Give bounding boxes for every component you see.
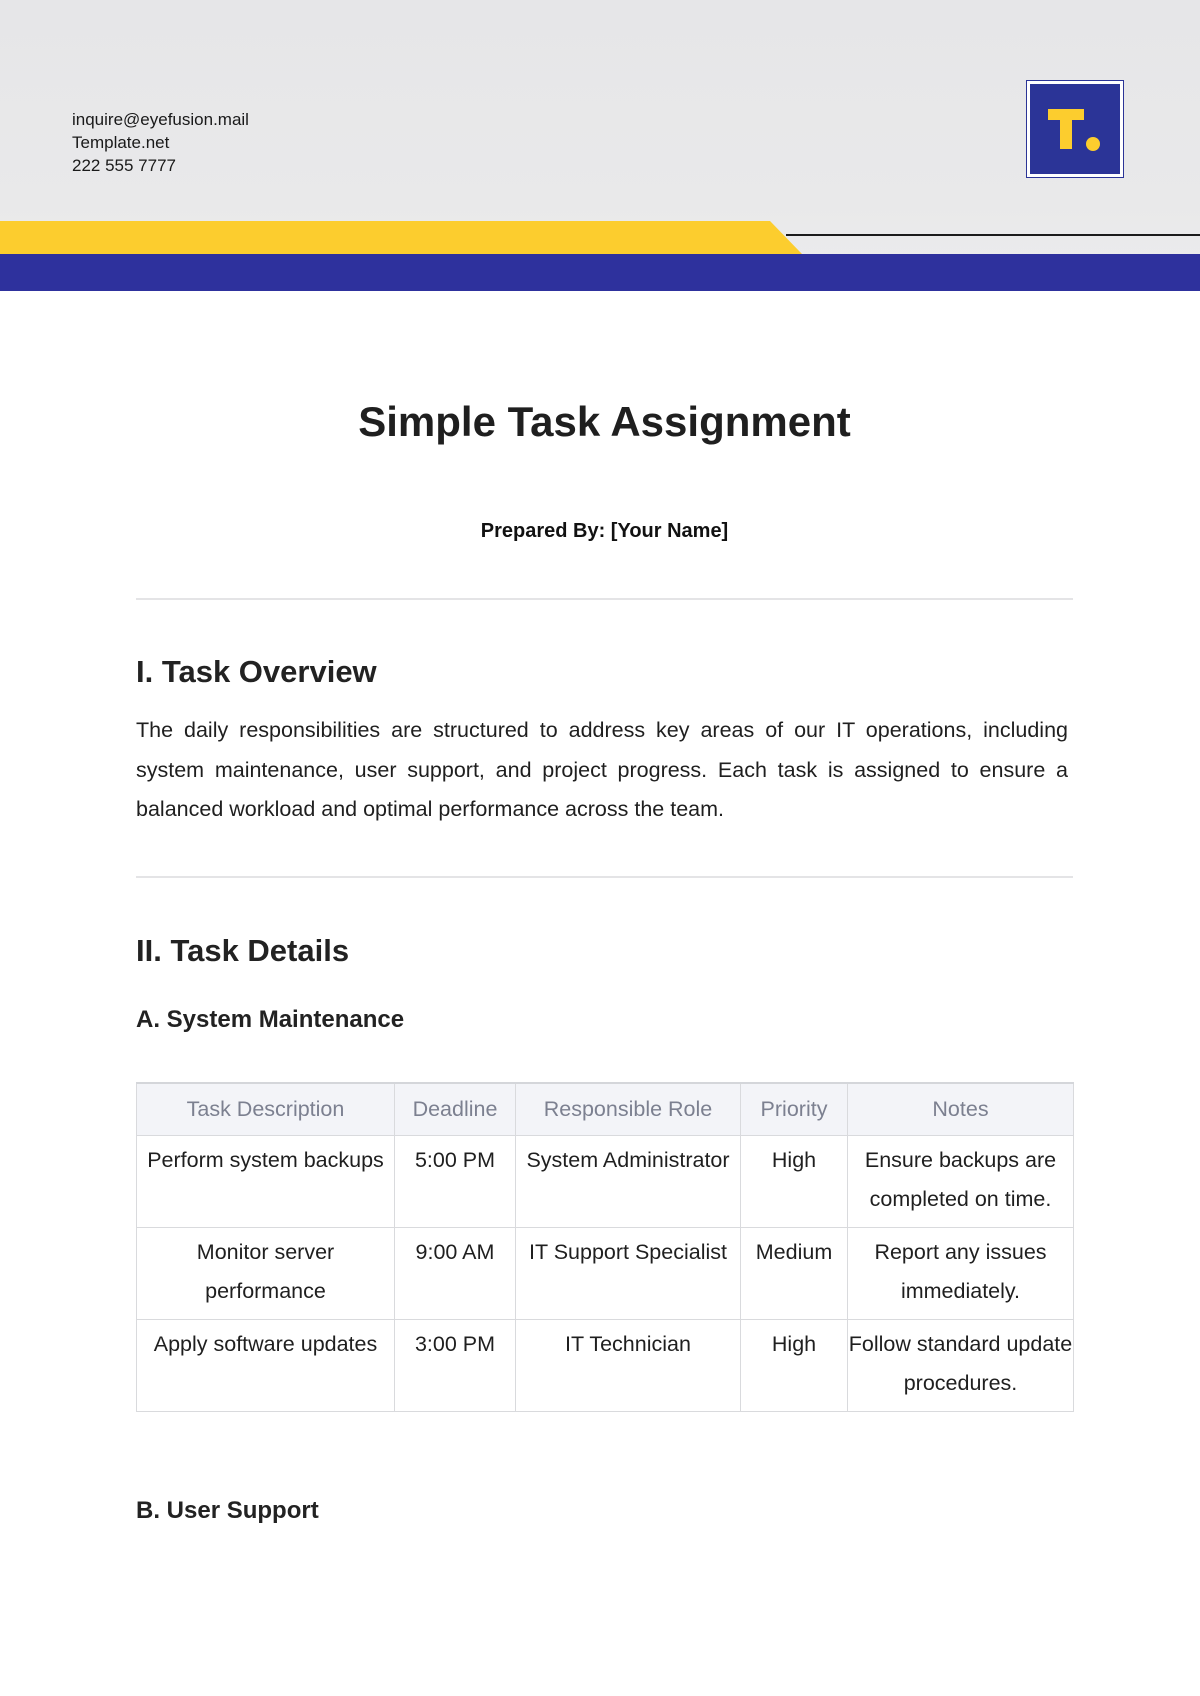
column-header-task-description: Task Description	[137, 1083, 395, 1135]
system-maintenance-table	[136, 1082, 1074, 1412]
header-stripes	[0, 0, 1200, 291]
table-header-row	[137, 1083, 1074, 1135]
cell-priority: Medium	[741, 1227, 848, 1319]
cell-responsible-role: IT Support Specialist	[516, 1227, 741, 1319]
subsection-heading-user-support: B. User Support	[136, 1497, 319, 1524]
divider	[136, 598, 1073, 600]
column-header-priority: Priority	[741, 1083, 848, 1135]
cell-deadline: 9:00 AM	[395, 1227, 516, 1319]
cell-notes: Report any issues immediately.	[848, 1227, 1074, 1319]
section-heading-details: II. Task Details	[136, 933, 350, 968]
navy-band	[0, 254, 1200, 291]
yellow-band	[0, 221, 802, 254]
letterhead	[0, 0, 1200, 291]
table-row	[137, 1227, 1074, 1319]
cell-task-description: Perform system backups	[137, 1135, 395, 1227]
cell-deadline: 5:00 PM	[395, 1135, 516, 1227]
divider	[136, 876, 1073, 878]
section-heading-overview: I. Task Overview	[136, 654, 377, 689]
cell-priority: High	[741, 1135, 848, 1227]
cell-responsible-role: System Administrator	[516, 1135, 741, 1227]
column-header-notes: Notes	[848, 1083, 1074, 1135]
column-header-deadline: Deadline	[395, 1083, 516, 1135]
cell-task-description: Monitor server performance	[137, 1227, 395, 1319]
cell-responsible-role: IT Technician	[516, 1319, 741, 1411]
cell-notes: Follow standard update procedures.	[848, 1319, 1074, 1411]
cell-deadline: 3:00 PM	[395, 1319, 516, 1411]
contact-email[interactable]: inquire@eyefusion.mail	[72, 110, 249, 129]
contact-website[interactable]: Template.net	[72, 133, 170, 152]
contact-phone: 222 555 7777	[72, 156, 176, 175]
table-row	[137, 1319, 1074, 1411]
cell-priority: High	[741, 1319, 848, 1411]
cell-task-description: Apply software updates	[137, 1319, 395, 1411]
document-title: Simple Task Assignment	[358, 398, 851, 445]
column-header-responsible-role: Responsible Role	[516, 1083, 741, 1135]
overview-paragraph: The daily responsibilities are structured to address key areas of our IT operations, including system maintenance, user support, and project progress. Each task is assigned to ensure a balanced workload and optimal performance across the team.	[136, 718, 1068, 821]
prepared-by: Prepared By: [Your Name]	[480, 520, 729, 542]
subsection-heading-system-maintenance: A. System Maintenance	[136, 1006, 405, 1033]
table-row	[137, 1135, 1074, 1227]
cell-notes: Ensure backups are completed on time.	[848, 1135, 1074, 1227]
